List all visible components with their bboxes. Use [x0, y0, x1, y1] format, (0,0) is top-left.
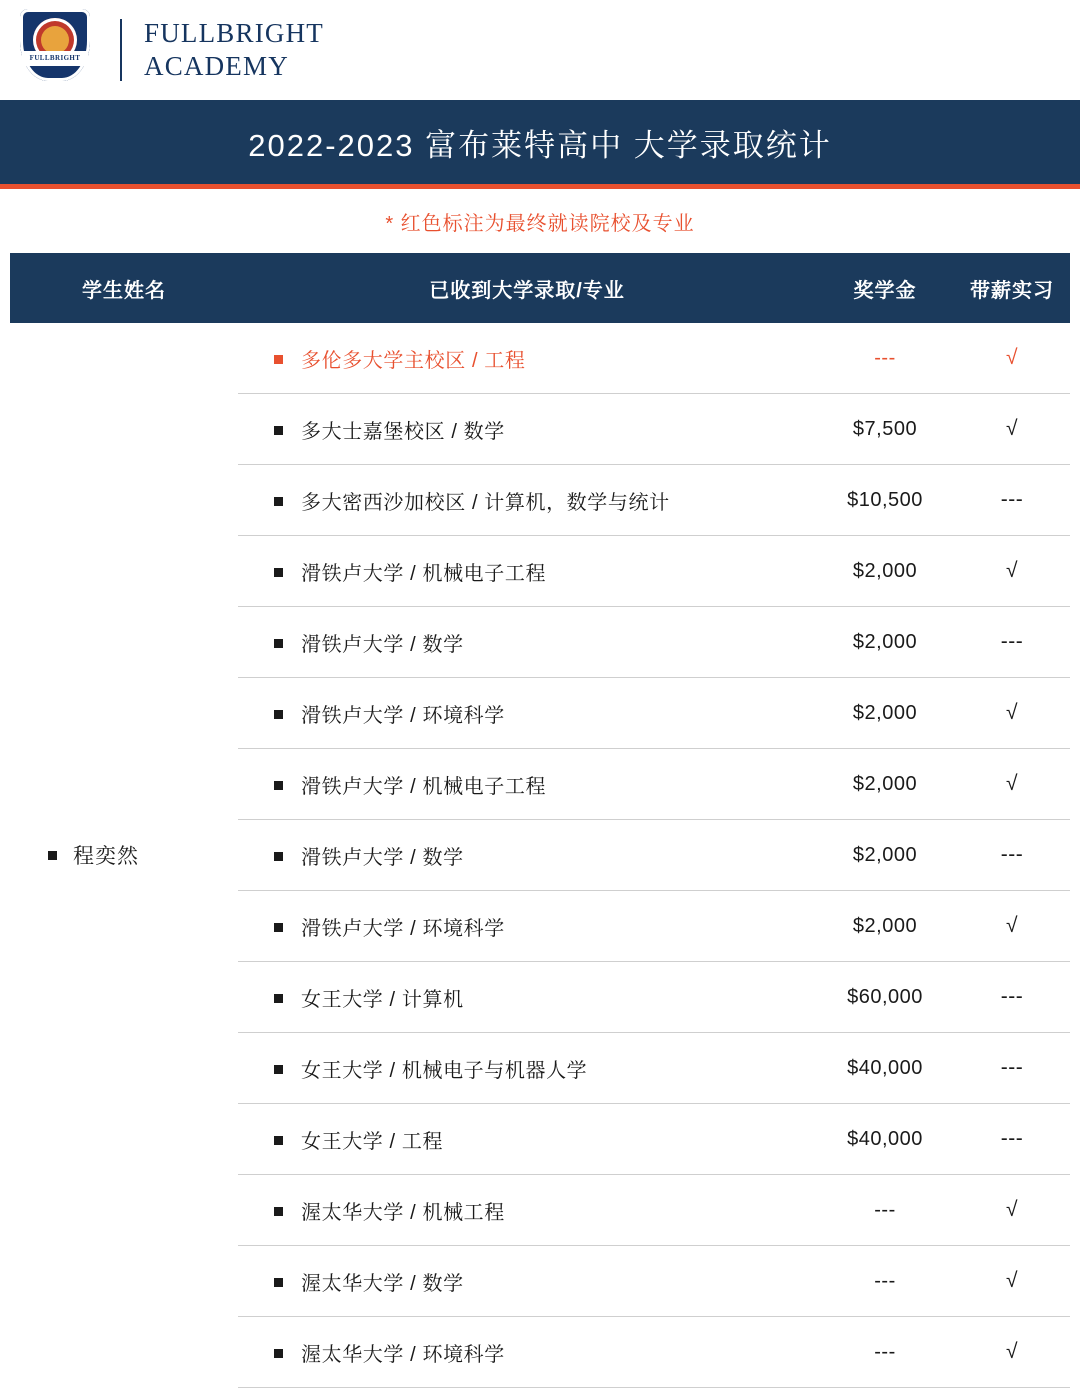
scholarship-cell: ---	[816, 323, 954, 394]
scholarship-cell: ---	[816, 1317, 954, 1388]
legend-note: * 红色标注为最终就读院校及专业	[385, 212, 695, 235]
square-bullet-icon	[274, 1349, 283, 1358]
internship-cell: √	[954, 394, 1070, 465]
program-cell	[238, 820, 816, 891]
program-cell	[238, 962, 816, 1033]
internship-cell: ---	[954, 607, 1070, 678]
page-title: 2022-2023 富布莱特高中 大学录取统计	[248, 127, 832, 163]
scholarship-cell: $2,000	[816, 891, 954, 962]
internship-cell: ---	[954, 820, 1070, 891]
program-label: 滑铁卢大学 / 环境科学	[301, 917, 505, 940]
column-header-internship: 带薪实习	[954, 253, 1070, 323]
square-bullet-icon	[274, 994, 283, 1003]
crest-ribbon-text: FULLBRIGHT	[22, 51, 88, 66]
square-bullet-icon	[274, 1278, 283, 1287]
internship-cell: √	[954, 749, 1070, 820]
column-header-name: 学生姓名	[10, 253, 238, 323]
square-bullet-icon	[274, 355, 283, 364]
program-label: 多大密西沙加校区 / 计算机，数学与统计	[301, 491, 670, 514]
internship-cell: ---	[954, 465, 1070, 536]
program-cell	[238, 1104, 816, 1175]
table-row	[10, 323, 1070, 394]
square-bullet-icon	[274, 426, 283, 435]
program-label: 滑铁卢大学 / 机械电子工程	[301, 775, 547, 798]
program-label: 渥太华大学 / 数学	[301, 1272, 464, 1295]
admissions-table	[10, 253, 1070, 1388]
table-header	[10, 253, 1070, 323]
program-cell	[238, 536, 816, 607]
table-header-row	[10, 253, 1070, 323]
logo-divider	[120, 19, 122, 81]
square-bullet-icon	[274, 1065, 283, 1074]
program-label: 渥太华大学 / 机械工程	[301, 1201, 505, 1224]
scholarship-cell: $2,000	[816, 749, 954, 820]
scholarship-cell: ---	[816, 1246, 954, 1317]
fullbright-crest-icon	[16, 7, 94, 93]
square-bullet-icon	[274, 852, 283, 861]
internship-cell: √	[954, 323, 1070, 394]
scholarship-cell: $2,000	[816, 678, 954, 749]
square-bullet-icon	[274, 1136, 283, 1145]
program-label: 女王大学 / 计算机	[301, 988, 464, 1011]
brand-wordmark	[144, 17, 324, 83]
program-label: 女王大学 / 机械电子与机器人学	[301, 1059, 588, 1082]
square-bullet-icon	[48, 851, 57, 860]
program-label: 女王大学 / 工程	[301, 1130, 444, 1153]
square-bullet-icon	[274, 923, 283, 932]
program-label: 滑铁卢大学 / 数学	[301, 846, 464, 869]
program-label: 多伦多大学主校区 / 工程	[301, 349, 526, 372]
scholarship-cell: $7,500	[816, 394, 954, 465]
program-cell	[238, 323, 816, 394]
column-header-program: 已收到大学录取/专业	[238, 253, 816, 323]
program-label: 多大士嘉堡校区 / 数学	[301, 420, 505, 443]
scholarship-cell: $40,000	[816, 1033, 954, 1104]
column-header-scholarship: 奖学金	[816, 253, 954, 323]
brand-line-1: FULLBRIGHT	[144, 18, 324, 49]
scholarship-cell: $60,000	[816, 962, 954, 1033]
brand-line-2: ACADEMY	[144, 51, 289, 81]
program-cell	[238, 678, 816, 749]
table-body	[10, 323, 1070, 1388]
internship-cell: √	[954, 1246, 1070, 1317]
student-name-cell	[10, 323, 238, 1388]
student-name-label: 程奕然	[73, 845, 139, 869]
program-cell	[238, 891, 816, 962]
scholarship-cell: $40,000	[816, 1104, 954, 1175]
internship-cell: √	[954, 891, 1070, 962]
program-cell	[238, 1033, 816, 1104]
scholarship-cell: ---	[816, 1175, 954, 1246]
square-bullet-icon	[274, 781, 283, 790]
internship-cell: √	[954, 678, 1070, 749]
program-label: 滑铁卢大学 / 数学	[301, 633, 464, 656]
scholarship-cell: $10,500	[816, 465, 954, 536]
program-label: 渥太华大学 / 环境科学	[301, 1343, 505, 1366]
brand-header	[0, 0, 1080, 100]
note-row	[0, 189, 1080, 253]
square-bullet-icon	[274, 639, 283, 648]
square-bullet-icon	[274, 1207, 283, 1216]
scholarship-cell: $2,000	[816, 536, 954, 607]
internship-cell: ---	[954, 962, 1070, 1033]
square-bullet-icon	[274, 710, 283, 719]
program-cell	[238, 1175, 816, 1246]
program-cell	[238, 749, 816, 820]
internship-cell: ---	[954, 1033, 1070, 1104]
square-bullet-icon	[274, 568, 283, 577]
internship-cell: √	[954, 1175, 1070, 1246]
program-cell	[238, 394, 816, 465]
title-banner	[0, 100, 1080, 184]
program-cell	[238, 607, 816, 678]
scholarship-cell: $2,000	[816, 820, 954, 891]
scholarship-cell: $2,000	[816, 607, 954, 678]
internship-cell: √	[954, 536, 1070, 607]
internship-cell: ---	[954, 1104, 1070, 1175]
program-label: 滑铁卢大学 / 机械电子工程	[301, 562, 547, 585]
program-label: 滑铁卢大学 / 环境科学	[301, 704, 505, 727]
program-cell	[238, 1317, 816, 1388]
program-cell	[238, 465, 816, 536]
crest-sun-icon	[41, 26, 69, 54]
internship-cell: √	[954, 1317, 1070, 1388]
square-bullet-icon	[274, 497, 283, 506]
program-cell	[238, 1246, 816, 1317]
